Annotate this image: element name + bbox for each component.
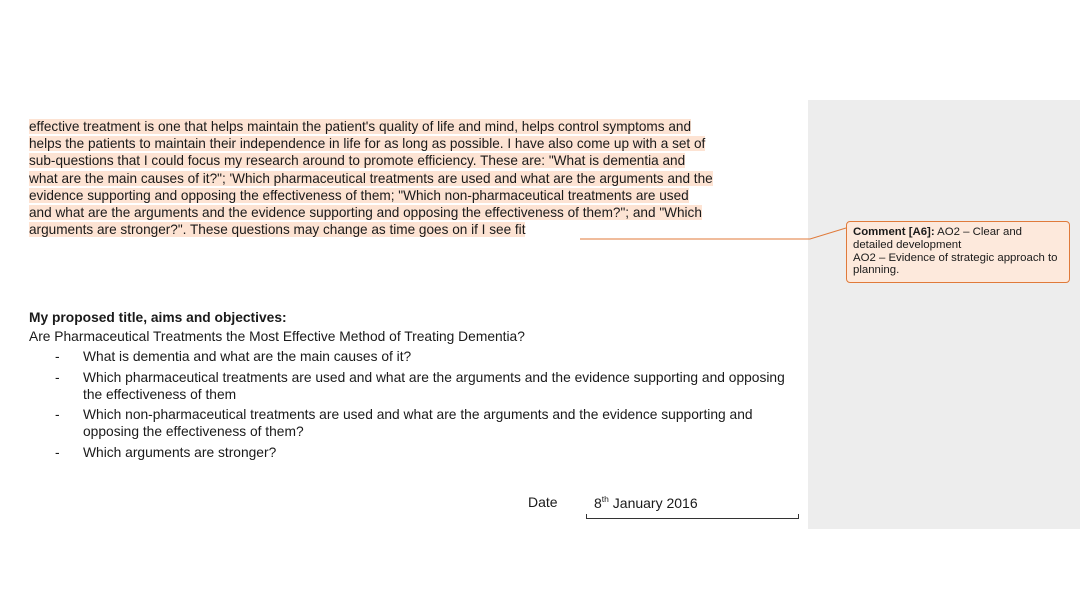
- list-item-text: What is dementia and what are the main causes of it?: [83, 349, 412, 364]
- objectives-list: [55, 348, 805, 464]
- date-suffix: th: [601, 494, 609, 504]
- dash-bullet: -: [55, 407, 60, 422]
- comment-text-1: AO2 – Clear and detailed development: [853, 226, 1023, 251]
- date-day: 8: [594, 495, 602, 511]
- dash-bullet: -: [55, 369, 60, 385]
- paragraph-line: sub-questions that I could focus my research around to promote efficiency. These are: "What is dementia and: [29, 153, 686, 169]
- dash-bullet: -: [55, 444, 60, 460]
- section-heading: My proposed title, aims and objectives:: [29, 310, 287, 325]
- list-item: [55, 444, 805, 461]
- comment-label: Comment [A6]:: [853, 226, 935, 238]
- list-item: [55, 348, 805, 365]
- proposed-title: Are Pharmaceutical Treatments the Most Effective Method of Treating Dementia?: [29, 329, 525, 344]
- list-item: [55, 369, 805, 403]
- date-label: Date: [528, 494, 558, 510]
- list-item: [55, 406, 805, 440]
- body-paragraph: [29, 118, 799, 238]
- dash-bullet: -: [55, 349, 60, 364]
- paragraph-line: what are the main causes of it?"; 'Which pharmaceutical treatments are used and what are the arguments and the: [29, 170, 713, 186]
- date-underline: [586, 514, 799, 519]
- list-item-text: Which pharmaceutical treatments are used and what are the arguments and the evidence supporting and opposing the effectiveness of them: [83, 369, 785, 402]
- paragraph-line-commented[interactable]: arguments are stronger?". These questions may change as time goes on if I see fit: [29, 222, 526, 238]
- comment-margin-pane: [808, 100, 1080, 529]
- paragraph-line: helps the patients to maintain their independence in life for as long as possible. I have also come up with a set of: [29, 136, 706, 152]
- comment-text-2: AO2 – Evidence of strategic approach to planning.: [853, 251, 1058, 277]
- list-item-text: Which non-pharmaceutical treatments are used and what are the arguments and the evidence supporting and opposing the effectiveness of them?: [83, 407, 753, 439]
- paragraph-line: and what are the arguments and the evidence supporting and opposing the effectiveness of them?"; and "Which: [29, 205, 702, 221]
- paragraph-line: evidence supporting and opposing the effectiveness of them; "Which non-pharmaceutical treatments are used: [29, 187, 689, 203]
- comment-balloon[interactable]: [846, 221, 1070, 283]
- list-item-text: Which arguments are stronger?: [83, 444, 277, 460]
- comment-connector-line: [580, 234, 846, 236]
- paragraph-line: effective treatment is one that helps maintain the patient's quality of life and mind, helps control symptoms and: [29, 119, 692, 134]
- date-value: [594, 494, 698, 511]
- date-rest: January 2016: [608, 495, 698, 511]
